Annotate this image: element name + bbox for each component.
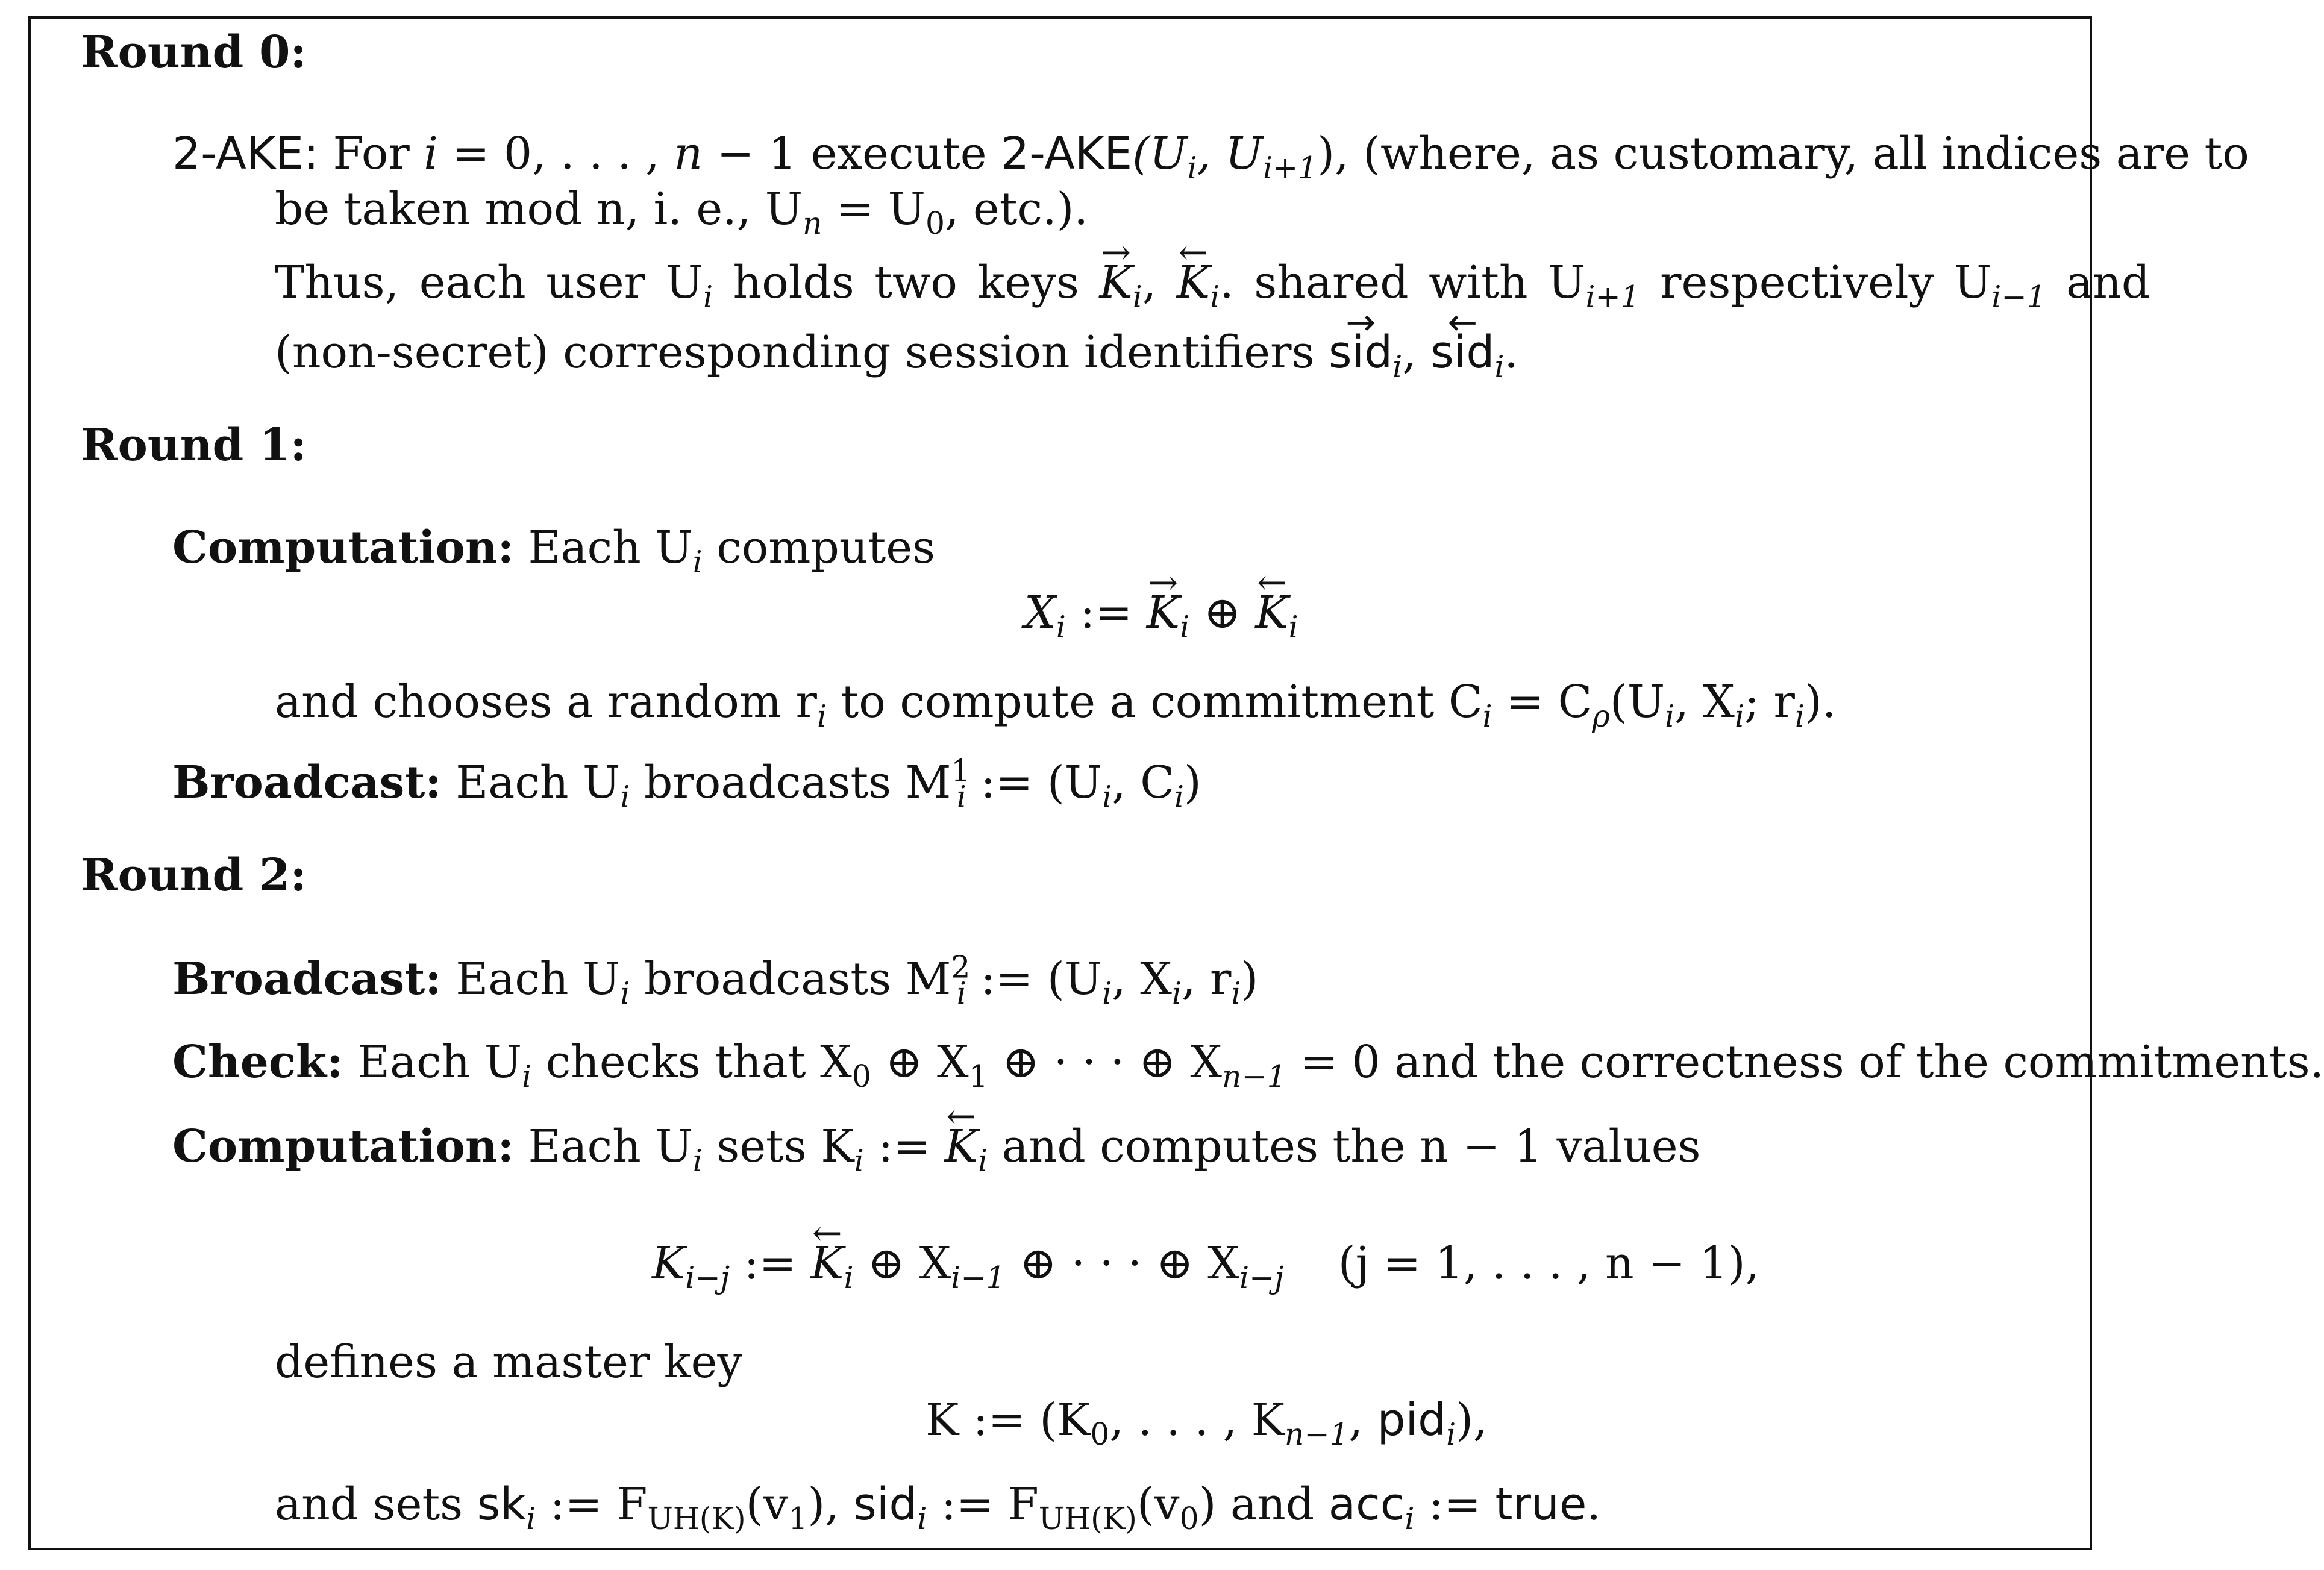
round-2-heading: Round 2: [81, 849, 307, 901]
text: checks that X [531, 1036, 852, 1088]
text: and [2046, 257, 2150, 308]
acc: acc [1328, 1478, 1405, 1530]
round-1-equation [1024, 587, 1298, 645]
sub: i [620, 975, 630, 1012]
text: K [652, 1237, 686, 1289]
sub: i−j [685, 1260, 730, 1296]
sk: sk [477, 1478, 527, 1530]
text: = C [1492, 676, 1593, 728]
text: ) [1183, 757, 1201, 808]
sid: sid [853, 1478, 918, 1530]
round-2-computation [172, 1121, 1701, 1179]
text: Each U [456, 953, 621, 1005]
sub: i+1 [1262, 150, 1318, 186]
sub: i [917, 1501, 927, 1537]
text: Thus, each user U [275, 257, 703, 308]
text: For [333, 128, 424, 180]
left-key: ← K [945, 1124, 978, 1169]
text: , [1348, 1394, 1377, 1446]
sub: i−j [1239, 1260, 1284, 1296]
sub: i [1405, 1501, 1415, 1537]
sub: UH(K) [647, 1501, 746, 1537]
text: Each U [528, 1121, 693, 1172]
text: Each U [528, 522, 693, 574]
true-value: true [1495, 1478, 1587, 1530]
sub: i [1665, 698, 1675, 734]
round-0-heading: Round 0: [81, 27, 307, 78]
text: := (U [966, 953, 1103, 1005]
text: and sets [275, 1478, 477, 1530]
left-sid: ← sid [1430, 330, 1494, 375]
text: shared with U [1233, 257, 1586, 308]
text: = U [822, 183, 926, 235]
sub: UH(K) [1038, 1501, 1137, 1537]
text: Each U [456, 757, 621, 808]
sub: n−1 [1284, 1416, 1349, 1453]
sub: i [956, 975, 966, 1012]
sub: i [1056, 609, 1066, 645]
round-0-ake-line-2 [275, 183, 1088, 242]
text: , X [1112, 953, 1172, 1005]
sub: i [1494, 349, 1505, 385]
ake-call: 2-AKE [1001, 128, 1133, 180]
round-1-heading: Round 1: [81, 419, 307, 471]
sub: i [854, 1143, 864, 1179]
text: ; r [1744, 676, 1795, 728]
sub: i [1231, 975, 1241, 1012]
sub: i [844, 1260, 854, 1296]
text: broadcasts M [630, 953, 951, 1005]
computation-label: Computation: [172, 522, 514, 574]
sub: i [526, 1501, 536, 1537]
sub: n [803, 205, 822, 242]
round-1-computation [172, 522, 935, 580]
sub: i [956, 779, 966, 815]
text: . [1586, 1478, 1601, 1530]
sub: i [620, 779, 630, 815]
sub: i−1 [951, 1260, 1006, 1296]
text: := [1065, 587, 1147, 639]
round-2-master: defines a master key [275, 1336, 743, 1388]
var-i: i [424, 128, 438, 180]
text: , r [1181, 953, 1232, 1005]
round-1-commitment [275, 676, 1837, 734]
sub: 0 [925, 205, 945, 242]
sub: i [1794, 698, 1805, 734]
round-2-equation [652, 1237, 1760, 1296]
sub: 1 [968, 1059, 988, 1095]
text: , U [1197, 128, 1263, 180]
right-key: → K [1099, 260, 1132, 305]
text: (v [1136, 1478, 1180, 1530]
text: be taken mod n, i. e., U [275, 183, 803, 235]
text: and chooses a random r [275, 676, 817, 728]
sup: 2 [951, 949, 971, 985]
text: − 1 execute [702, 128, 1001, 180]
sub: 0 [1090, 1416, 1110, 1453]
text: (v [745, 1478, 789, 1530]
text: and computes the n − 1 values [988, 1121, 1701, 1172]
sub: i [1132, 279, 1142, 315]
sub: i [1446, 1416, 1456, 1453]
left-key: ← K [810, 1241, 844, 1286]
text: ). [1804, 676, 1837, 728]
text: ⊕ X [853, 1237, 951, 1289]
text: := [863, 1121, 945, 1172]
sub: i [1180, 609, 1190, 645]
sub: i [1482, 698, 1492, 734]
text: K := (K [926, 1394, 1091, 1446]
broadcast-label: Broadcast: [172, 953, 442, 1005]
text: := [1414, 1478, 1496, 1530]
sub: i [1187, 150, 1197, 186]
left-key: ← K [1255, 590, 1288, 635]
text: (U [1609, 676, 1665, 728]
round-0-sid-line: (non-secret) corresponding session identifiers → sid$_i$, ← sid$_i$. [275, 330, 1518, 375]
sub: i [1102, 779, 1112, 815]
sub: i−1 [1991, 279, 2046, 315]
sub: i [692, 1143, 703, 1179]
round-0-thus-line: Thus, each user $U_i$ holds two keys → $K_i$, ← $K_i$. shared with $U_{i+1}$ respectively $U_{i-1}$ and [275, 260, 2150, 305]
text: broadcasts M [630, 757, 951, 808]
sub: i [1734, 698, 1745, 734]
text: sets K [702, 1121, 854, 1172]
right-key: → K [1147, 590, 1180, 635]
text: computes [702, 522, 935, 574]
text: respectively U [1640, 257, 1992, 308]
sub: 1 [788, 1501, 808, 1537]
sub: i [1102, 975, 1112, 1012]
sub: i+1 [1585, 279, 1640, 315]
round-2-final [275, 1478, 1601, 1537]
text: = 0, . . . , [437, 128, 674, 180]
text: to compute a commitment C [827, 676, 1483, 728]
text: ⊕ · · · ⊕ X [1005, 1237, 1239, 1289]
round-2-master-equation [926, 1394, 1488, 1453]
text: ⊕ X [871, 1036, 969, 1088]
text: ⊕ · · · ⊕ X [988, 1036, 1223, 1088]
sub: i [1288, 609, 1298, 645]
text: , etc.). [944, 183, 1088, 235]
text: := F [536, 1478, 648, 1530]
text: , X [1674, 676, 1735, 728]
sub: i [692, 544, 703, 580]
text: ), (where, as customary, all indices are to [1317, 128, 2249, 180]
text: = 0 and the correctness of the commitments. [1286, 1036, 2324, 1088]
text: ), [1456, 1394, 1488, 1446]
sub: 0 [851, 1059, 871, 1095]
text: , . . . , K [1109, 1394, 1285, 1446]
text: holds two keys [713, 257, 1100, 308]
sub: ρ [1592, 698, 1610, 734]
sub: i [1392, 349, 1403, 385]
text: := (U [966, 757, 1103, 808]
text: ) [1241, 953, 1259, 1005]
text: X [1024, 587, 1056, 639]
round-1-broadcast [172, 752, 1201, 815]
sub: i [816, 698, 827, 734]
text: , C [1112, 757, 1174, 808]
oplus: ⊕ [1189, 587, 1256, 639]
sub: i [703, 279, 713, 315]
sub: i [977, 1143, 988, 1179]
index-range: (j = 1, . . . , n − 1), [1338, 1237, 1760, 1289]
round-2-broadcast [172, 949, 1259, 1012]
sup: 1 [951, 752, 971, 789]
left-key: ← K [1177, 260, 1210, 305]
round-0-ake-line-1 [172, 128, 2249, 186]
text: := F [927, 1478, 1039, 1530]
sub: i [1174, 779, 1184, 815]
round-2-check [172, 1036, 2324, 1095]
sub: i [1210, 279, 1220, 315]
text: (U [1132, 128, 1188, 180]
text: ), [807, 1478, 854, 1530]
var-n: n [674, 128, 703, 180]
computation-label: Computation: [172, 1121, 514, 1172]
pid: pid [1377, 1394, 1447, 1446]
text: (non-secret) corresponding session identifiers [275, 327, 1329, 378]
sub: 0 [1179, 1501, 1199, 1537]
sub: i [522, 1059, 532, 1095]
broadcast-label: Broadcast: [172, 757, 442, 808]
text: ) and [1198, 1478, 1329, 1530]
sub: i [1171, 975, 1182, 1012]
check-label: Check: [172, 1036, 343, 1088]
ake-label: 2-AKE: [172, 128, 319, 180]
right-sid: → sid [1329, 330, 1392, 375]
text: := [730, 1237, 811, 1289]
sub: n−1 [1222, 1059, 1286, 1095]
text: Each U [357, 1036, 522, 1088]
